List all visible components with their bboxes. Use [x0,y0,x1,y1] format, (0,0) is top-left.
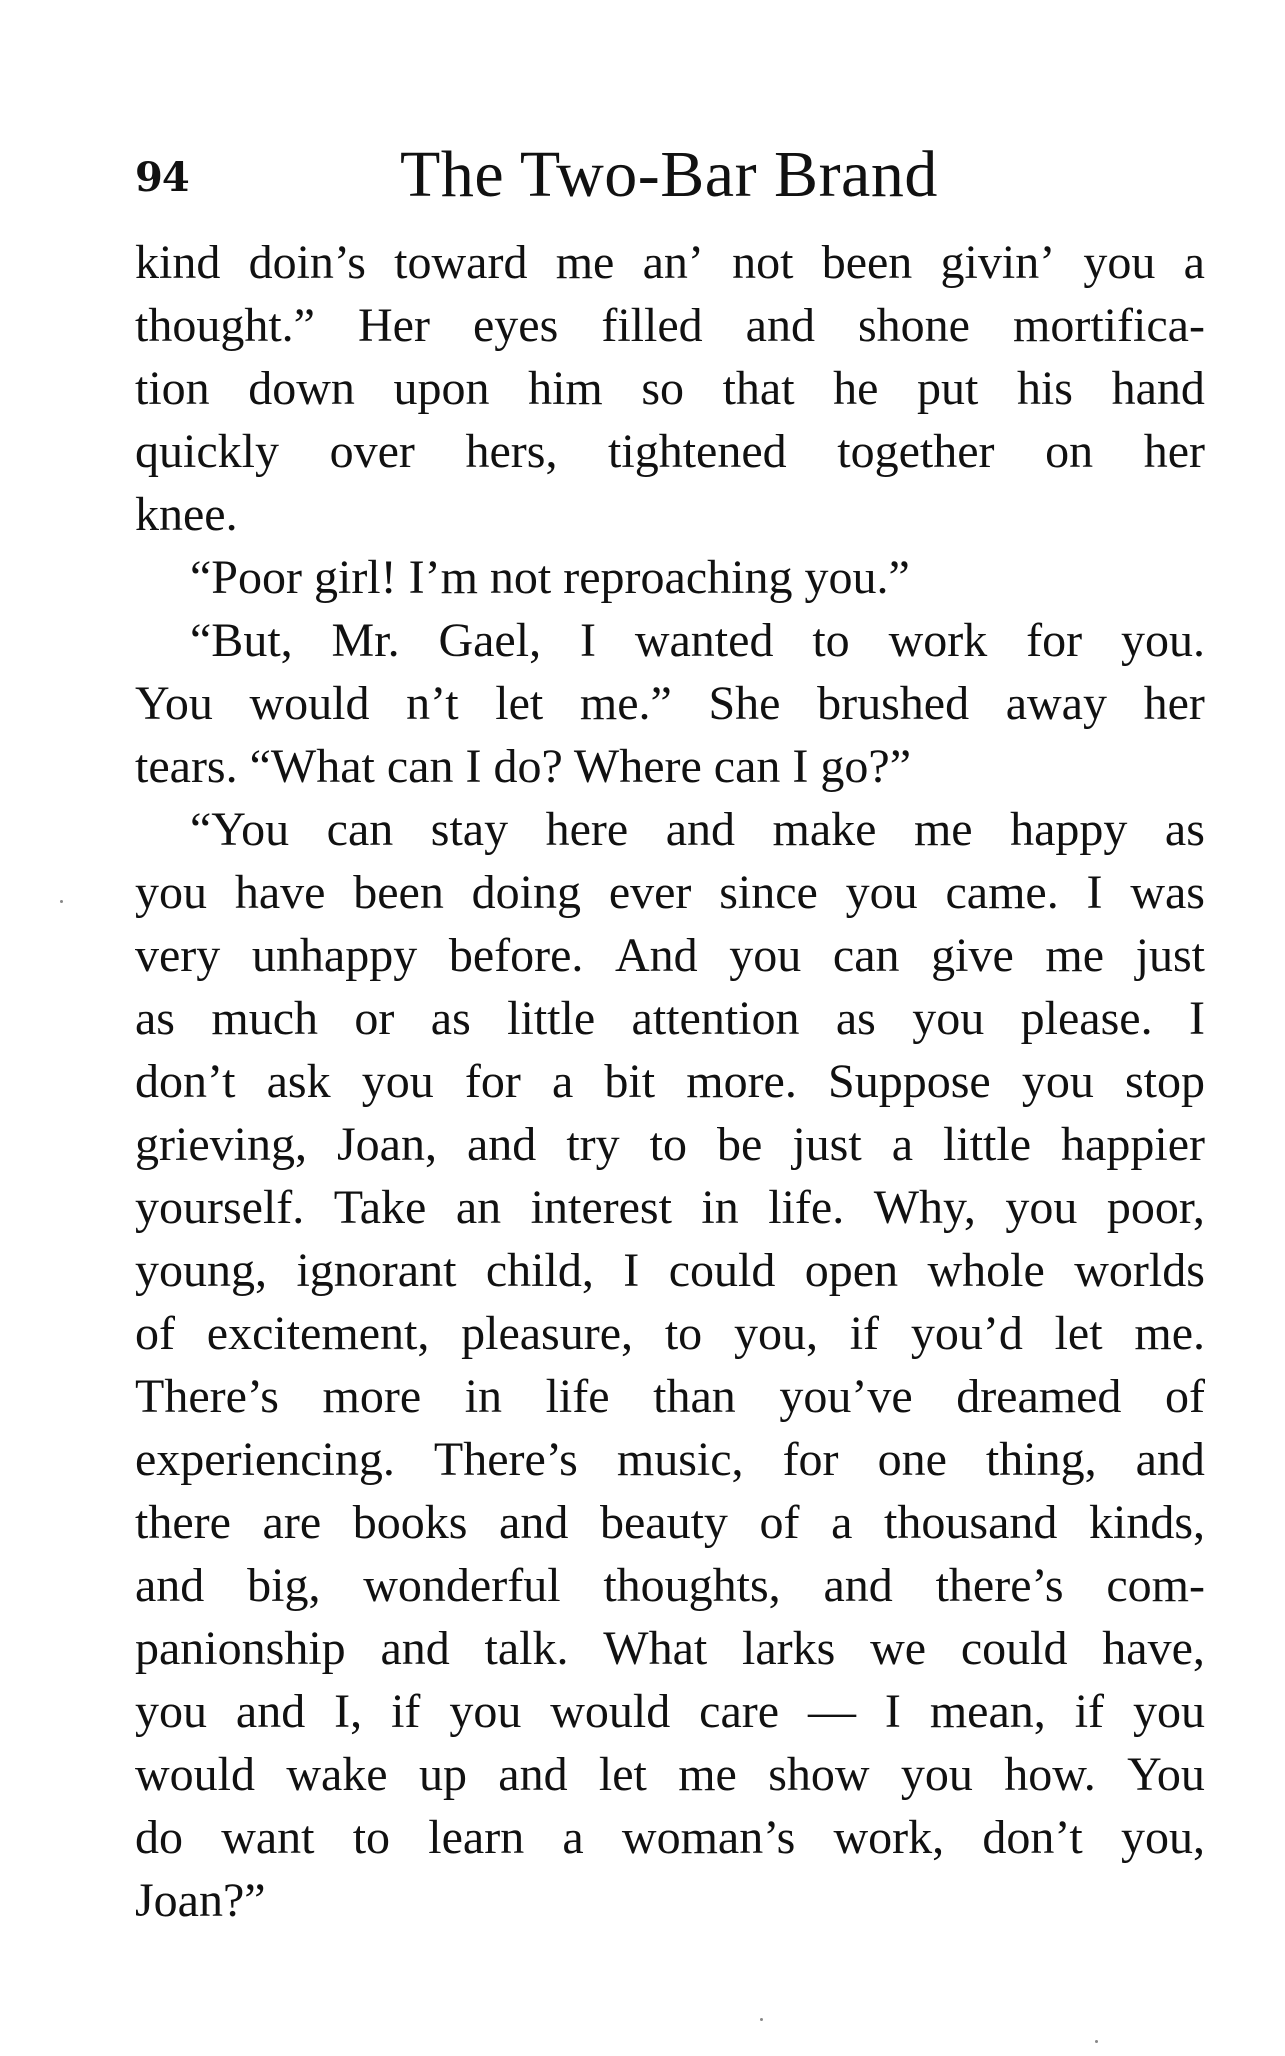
paper-speck [1095,2040,1098,2043]
text-line: do want to learn a woman’s work, don’t you, [135,1811,1205,1864]
text-line: young, ignorant child, I could open whole worlds [135,1244,1205,1297]
text-line: You would n’t let me.” She brushed away her [135,677,1205,730]
text-line: “But, Mr. Gael, I wanted to work for you. [190,614,1205,667]
page-number: 94 [135,154,189,201]
text-line: “Poor girl! I’m not reproaching you.” [190,551,910,604]
text-line: tion down upon him so that he put his hand [135,362,1205,415]
text-line: panionship and talk. What larks we could have, [135,1622,1205,1675]
book-title: The Two-Bar Brand [400,138,938,211]
text-line: there are books and beauty of a thousand kinds, [135,1496,1205,1549]
text-line: you and I, if you would care — I mean, if you [135,1685,1205,1738]
paper-speck [60,900,63,903]
text-line: “You can stay here and make me happy as [190,803,1205,856]
text-line: don’t ask you for a bit more. Suppose you stop [135,1055,1205,1108]
text-line: experiencing. There’s music, for one thing, and [135,1433,1205,1486]
text-line: you have been doing ever since you came. I was [135,866,1205,919]
text-line: tears. “What can I do? Where can I go?” [135,740,911,793]
text-line: would wake up and let me show you how. You [135,1748,1205,1801]
text-line: knee. [135,488,238,541]
text-line: as much or as little attention as you please. I [135,992,1205,1045]
text-line: quickly over hers, tightened together on her [135,425,1205,478]
running-head [135,138,1205,218]
text-line: grieving, Joan, and try to be just a little happier [135,1118,1205,1171]
text-line: and big, wonderful thoughts, and there’s com- [135,1559,1205,1612]
text-line: kind doin’s toward me an’ not been givin’ you a [135,236,1205,289]
text-line: yourself. Take an interest in life. Why, you poor, [135,1181,1205,1234]
paper-speck [760,2018,763,2021]
text-line: thought.” Her eyes filled and shone mortifica- [135,299,1205,352]
text-line: There’s more in life than you’ve dreamed of [135,1370,1205,1423]
text-line: very unhappy before. And you can give me just [135,929,1205,982]
body-text [135,231,1205,1932]
text-line: of excitement, pleasure, to you, if you’d let me. [135,1307,1205,1360]
text-line: Joan?” [135,1874,266,1927]
